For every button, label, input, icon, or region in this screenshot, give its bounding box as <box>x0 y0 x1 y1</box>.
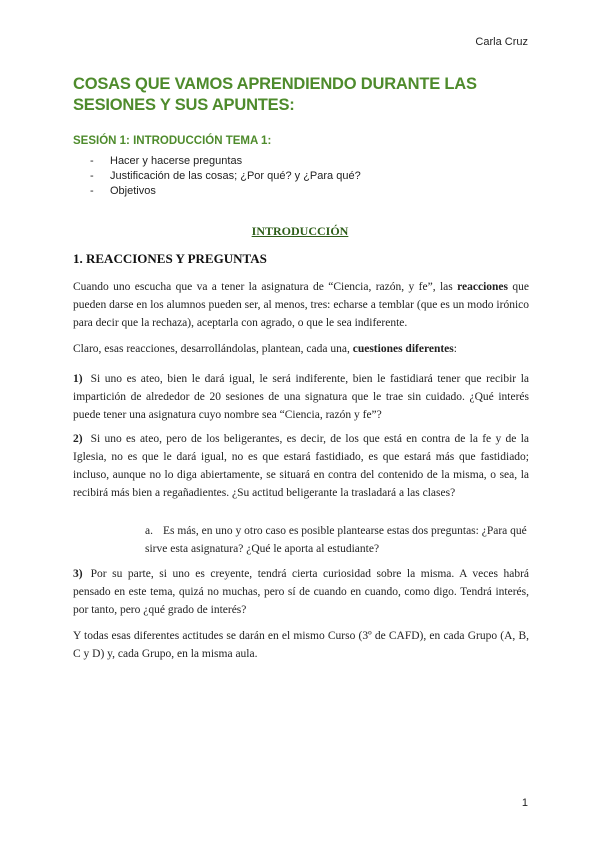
page-number: 1 <box>521 797 528 809</box>
list-item <box>90 154 361 169</box>
dash-bullet-icon: - <box>90 170 94 182</box>
item-text: Por su parte, si uno es creyente, tendrá cierta curiosidad sobre la misma. A veces habrá pensado en este tema, quizá no muchas, pero sí de cuando en cuando, como digo. Tendrá interés, por tanto, pero ¿qué grado de interés? <box>73 568 529 616</box>
sub-item-letter: a. <box>145 525 153 537</box>
paragraph-reactions: Cuando uno escucha que va a tener la asignatura de “Ciencia, razón, y fe”, las reacciones que pueden darse en los alumnos pueden ser, al menos, tres: echarse a temblar (que es un modo irónico para decir que la rechaza), aceptarla con agrado, o que le sea indiferente. <box>73 281 530 329</box>
bold-term: cuestiones diferentes <box>352 343 454 355</box>
item-text: Si uno es ateo, pero de los beligerantes, es decir, de los que está en contra de la fe y de la Iglesia, no es que le dará igual, no es que estará fastidiado, es que estará más que fastidiado; incluso, aunque no lo diga abiertamente, se situará en contra del contenido de la misma, o sea, la recibirá más bien a regañadientes. ¿Su actitud beligerante la trasladará a las clases? <box>73 433 529 499</box>
item-number: 2) <box>73 433 83 445</box>
closing-paragraph: Y todas esas diferentes actitudes se darán en el mismo Curso (3º de CAFD), en cada Grupo (A, B, C y D) y, cada Grupo, en la misma aula. <box>73 630 529 660</box>
item-number: 1) <box>73 373 83 385</box>
sub-item-text: Es más, en uno y otro caso es posible plantearse estas dos preguntas: ¿Para qué sirve esta asignatura? ¿Qué le aporta al estudiante? <box>145 525 527 555</box>
numbered-item <box>73 565 529 619</box>
document-title: COSAS QUE VAMOS APRENDIENDO DURANTE LAS SESIONES Y SUS APUNTES: <box>73 75 477 114</box>
dash-bullet-icon: - <box>90 185 94 197</box>
sub-item <box>145 522 529 558</box>
dash-bullet-icon: - <box>90 155 94 167</box>
list-item <box>90 169 361 184</box>
objectives-list <box>90 154 361 199</box>
list-item <box>90 184 361 199</box>
list-item-text: Hacer y hacerse preguntas <box>110 155 243 167</box>
item-number: 3) <box>73 568 83 580</box>
session-title: SESIÓN 1: INTRODUCCIÓN TEMA 1: <box>73 135 272 147</box>
list-item-text: Justificación de las cosas; ¿Por qué? y ¿Para qué? <box>110 170 361 182</box>
item-text: Si uno es ateo, bien le dará igual, le será indiferente, bien le fastidiará tener que recibir la impartición de alrededor de 20 sesiones de una signatura que le trae sin cuidado. ¿Qué interés puede tener una asignatura cuyo nombre sea “Ciencia, razón y fe”? <box>73 373 529 421</box>
paragraph-questions: Claro, esas reacciones, desarrollándolas, plantean, cada una, cuestiones diferentes: <box>73 343 457 355</box>
bold-term: reacciones <box>457 281 509 293</box>
numbered-item <box>73 430 529 502</box>
numbered-item <box>73 370 529 424</box>
subheading: 1. REACCIONES Y PREGUNTAS <box>73 251 267 266</box>
author-name: Carla Cruz <box>475 36 528 48</box>
section-heading: INTRODUCCIÓN <box>251 224 349 238</box>
list-item-text: Objetivos <box>110 185 156 197</box>
